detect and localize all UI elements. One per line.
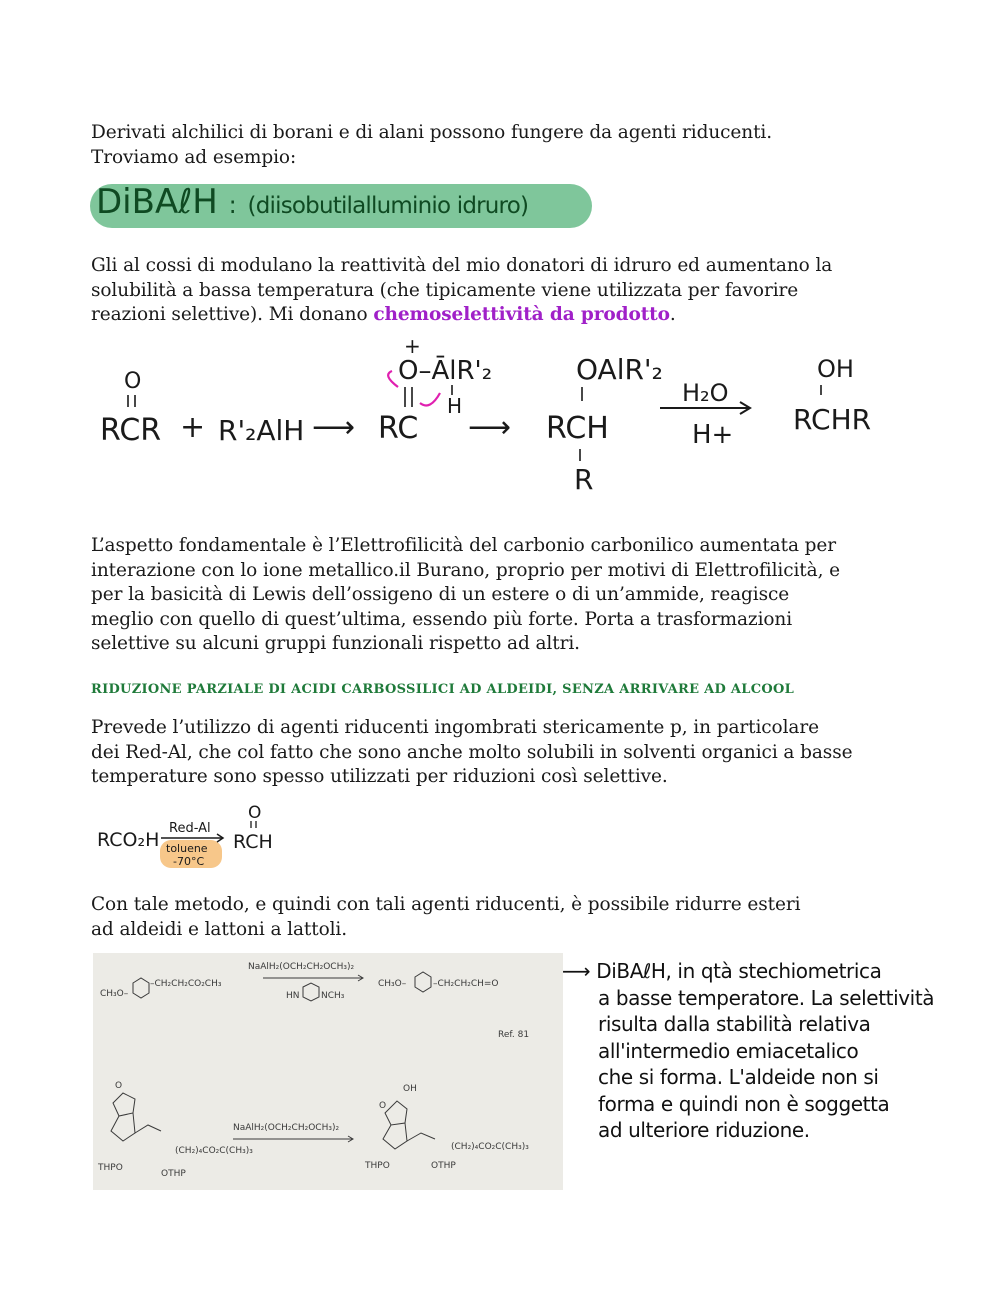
- alkyl-r: R: [574, 463, 594, 496]
- piperazine-nch3: NCH₃: [321, 991, 345, 1001]
- aluminum-alkoxide: OAlR'₂: [576, 353, 663, 386]
- paragraph-red-al: [91, 716, 852, 790]
- piperazine-hn: HN: [286, 991, 300, 1001]
- handwritten-note: [562, 958, 934, 1144]
- side-chain-pr: (CH₂)₄CO₂C(CH₃)₃: [451, 1142, 529, 1152]
- alcohol-product: RCHR: [793, 403, 872, 436]
- note-line-1: DiBAℓH, in qtà stechiometrica: [596, 959, 882, 983]
- dibalh-title: [96, 182, 528, 222]
- lactol-hydroxyl: OH: [403, 1084, 417, 1094]
- ketone-formula: RCR: [100, 413, 162, 448]
- electron-arrow-2: [420, 393, 440, 405]
- para4-line-3: temperature sono spesso utilizzati per riduzioni così selettive.: [91, 766, 668, 787]
- para4-line-2: dei Red-Al, che col fatto che sono anche molto solubili in solventi organici a basse: [91, 741, 853, 763]
- side-chain-sm: (CH₂)₄CO₂C(CH₃)₃: [175, 1146, 253, 1156]
- aldehyde-oxygen: O: [248, 803, 262, 823]
- dibalh-full-name: (diisobutilalluminio idruro): [247, 193, 529, 219]
- water-reagent: H₂O: [682, 379, 729, 407]
- thpo-pr: THPO: [365, 1161, 390, 1171]
- reagent-mea: NaAlH₂(OCH₂CH₂OCH₃)₂: [248, 962, 355, 972]
- dialkylaluminum-hydride: R'₂AlH: [218, 414, 305, 447]
- sm-methoxy: CH₃O–: [100, 989, 129, 999]
- reaction-scheme-red-al: [95, 800, 295, 875]
- scanned-figure: [93, 953, 563, 1190]
- carbonyl-carbon: RC: [378, 411, 419, 446]
- temperature: -70°C: [173, 855, 205, 868]
- note-line-2: a basse temperatore. La selettività: [598, 985, 935, 1010]
- pr-methoxy: CH₃O–: [378, 979, 407, 989]
- intro-paragraph: [91, 121, 772, 170]
- para2-line-1: Gli al cossi di modulano la reattività del mio donatori di idruro ed aumentano la: [91, 255, 833, 276]
- reaction-arrow-1: ⟶: [312, 410, 356, 445]
- othp-pr: OTHP: [431, 1161, 456, 1171]
- reference: Ref. 81: [498, 1030, 530, 1040]
- reaction-scheme-dibalh: [90, 335, 880, 500]
- carboxylic-acid: RCO₂H: [97, 829, 160, 851]
- toluene-solvent: toluene: [166, 842, 208, 855]
- electron-arrow-1: [388, 371, 398, 387]
- para3-line-4: meglio con quello di quest’ultima, essendo più forte. Porta a trasformazioni: [91, 608, 793, 630]
- note-line-4: all'intermedio emiacetalico: [598, 1038, 859, 1063]
- ketone-oxygen: O: [124, 369, 142, 394]
- para2-line-2: solubilità a bassa temperatura (che tipicamente viene utilizzata per favorire: [91, 279, 799, 301]
- lactone-oxygen: O: [115, 1081, 123, 1091]
- note-line-3: risulta dalla stabilità relativa: [598, 1012, 871, 1036]
- lactol-oxygen: O: [379, 1101, 387, 1111]
- para3-line-5: selettive su alcuni gruppi funzionali rispetto ad altri.: [91, 633, 580, 654]
- section-heading: RIDUZIONE PARZIALE DI ACIDI CARBOSSILICI AD ALDEIDI, SENZA ARRIVARE AD ALCOOL: [91, 682, 795, 697]
- oxygen-aluminum-complex: O–ĀlR'₂: [398, 356, 493, 386]
- chemoselectivity-highlight: chemoselettività da prodotto: [373, 304, 670, 325]
- para3-line-2: interazione con lo ione metallico.il Burano, proprio per motivi di Elettrofilicità, e: [91, 559, 840, 581]
- positive-charge: +: [404, 335, 421, 358]
- aldehyde-product: RCH: [233, 831, 273, 853]
- intro-line-1: Derivati alchilici di borani e di alani possono fungere da agenti riducenti.: [91, 122, 773, 143]
- othp-sm: OTHP: [161, 1169, 186, 1179]
- para2-line-3: reazioni selettive). Mi donano chemoselettività da prodotto.: [91, 304, 676, 325]
- paragraph-esters: [91, 893, 800, 942]
- alkoxide-carbon: RCH: [546, 411, 609, 446]
- para3-line-1: L’aspetto fondamentale è l’Elettrofilicità del carbonio carbonilico aumentata per: [91, 535, 836, 556]
- red-al-reagent: Red-Al: [169, 821, 211, 836]
- pr-aldehyde-chain: –CH₂CH₂CH=O: [433, 979, 499, 989]
- paragraph-electrophilicity: [91, 534, 840, 657]
- dibalh-colon: :: [228, 191, 237, 219]
- note-line-7: ad ulteriore riduzione.: [598, 1118, 810, 1142]
- para5-line-1: Con tale metodo, e quindi con tali agenti riducenti, è possibile ridurre esteri: [91, 894, 801, 915]
- para4-line-1: Prevede l’utilizzo di agenti riducenti ingombrati stericamente p, in particolare: [91, 717, 819, 738]
- intro-line-2: Troviamo ad esempio:: [91, 146, 297, 168]
- paragraph-alkoxy: [91, 254, 832, 328]
- plus-sign: +: [180, 410, 206, 445]
- reaction-arrow-2: ⟶: [468, 410, 512, 445]
- hydroxyl-group: OH: [817, 355, 854, 383]
- para5-line-2: ad aldeidi e lattoni a lattoli.: [91, 918, 348, 940]
- acid-workup: H+: [692, 420, 734, 450]
- figure-drawing: [93, 953, 563, 1190]
- note-line-6: forma e quindi non è soggetta: [598, 1091, 890, 1116]
- sm-ester-chain: –CH₂CH₂CO₂CH₃: [150, 979, 222, 989]
- dibalh-abbr: DiBAℓH: [96, 182, 218, 222]
- para3-line-3: per la basicità di Lewis dell’ossigeno di un estere o di un’ammide, reagisce: [91, 584, 790, 605]
- hydride-h: H: [447, 394, 463, 418]
- note-arrow: ⟶: [562, 959, 591, 983]
- reagent-mea-2: NaAlH₂(OCH₂CH₂OCH₃)₂: [233, 1123, 340, 1133]
- thpo-sm: THPO: [98, 1163, 123, 1173]
- note-line-5: che si forma. L'aldeide non si: [598, 1065, 879, 1089]
